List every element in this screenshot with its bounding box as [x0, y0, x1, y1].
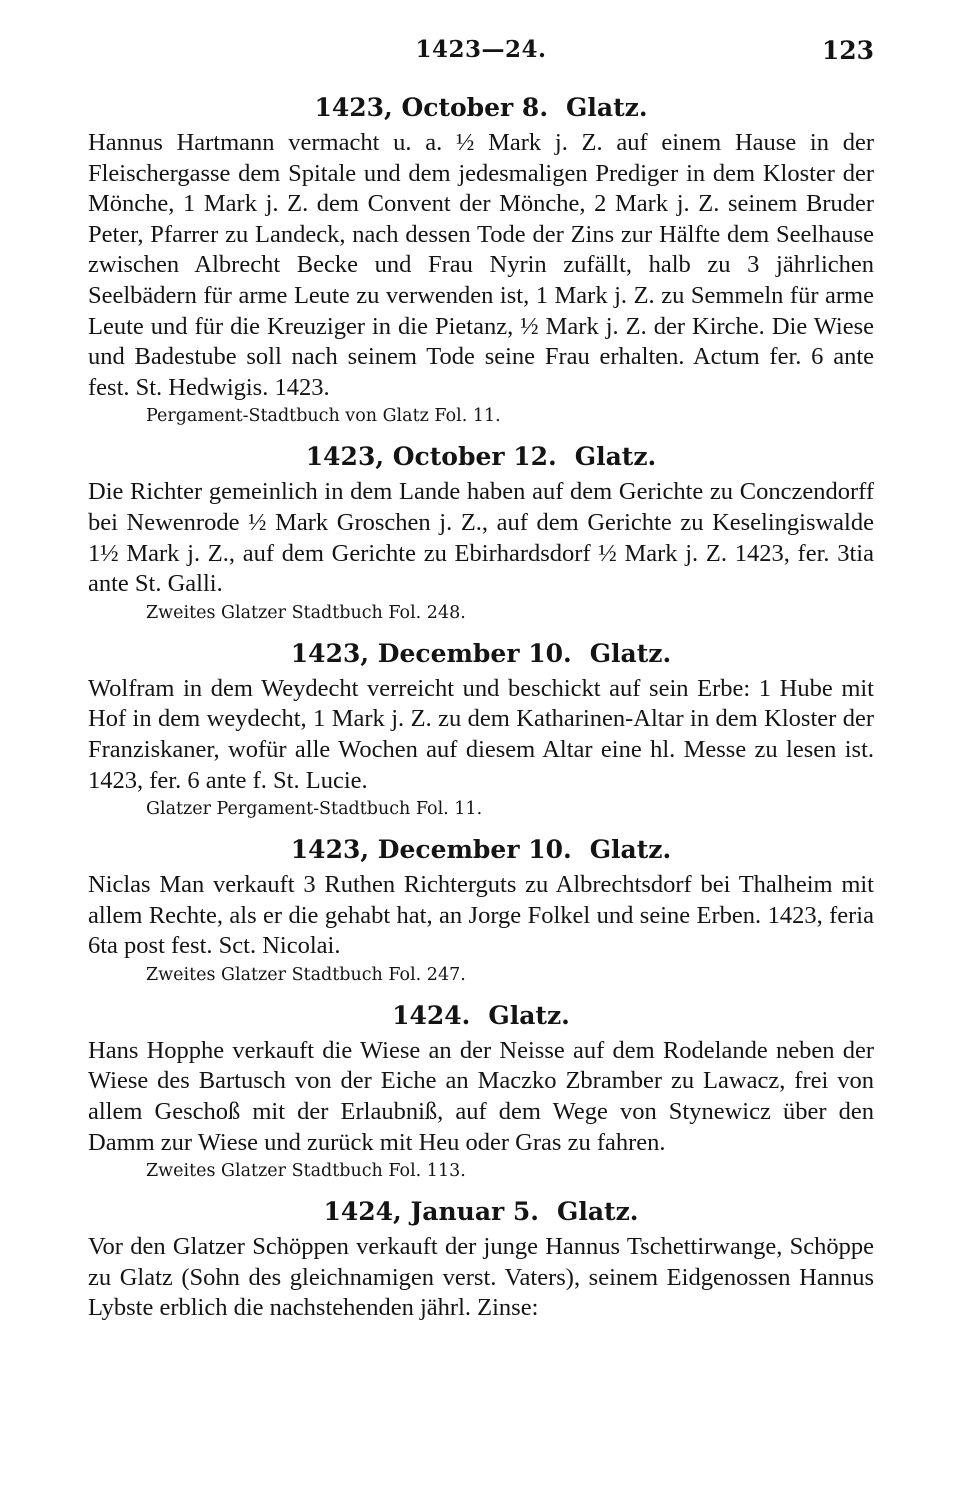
- entry-1423-october-8: [88, 92, 874, 429]
- entry-1423-december-10-b: [88, 834, 874, 988]
- entry-1423-october-12: [88, 441, 874, 625]
- entry-text: Hannus Hartmann vermacht u. a. ½ Mark j. Z. auf einem Hause in der Fleischergasse dem Spitale und dem jedesmaligen Prediger in dem Kloster der Mönche, 1 Mark j. Z. dem Convent der Mönche, 2 Mark j. Z. seinem Bruder Peter, Pfarrer zu Landeck, nach dessen Tode der Zins zur Hälfte dem Seelhause zwischen Albrecht Becke und Frau Nyrin zufällt, halb zu 3 jährlichen Seelbädern für arme Leute zu verwenden ist, 1 Mark j. Z. zu Semmeln für arme Leute und für die Kreuziger in die Pietanz, ½ Mark j. Z. der Kirche. Die Wiese und Badestube soll nach seinem Tode seine Frau erhalten. Actum fer. 6 ante fest. St. Hedwigis. 1423.: [88, 129, 874, 401]
- entry-source: Zweites Glatzer Stadtbuch Fol. 113.: [146, 1161, 466, 1182]
- entry-heading: [88, 92, 874, 124]
- entry-text: Niclas Man verkauft 3 Ruthen Richterguts zu Albrechtsdorf bei Thalheim mit allem Rechte, als er die gehabt hat, an Jorge Folkel und seine Erben. 1423, feria 6ta post fest. Sct. Nicolai.: [88, 871, 874, 960]
- entry-place: Glatz.: [488, 1000, 570, 1030]
- entry-place: Glatz.: [574, 442, 657, 472]
- entry-place: Glatz.: [589, 835, 672, 865]
- entry-text: Hans Hopphe verkauft die Wiese an der Neisse auf dem Rodelande neben der Wiese des Bartusch von der Eiche an Maczko Zbramber zu Lawacz, frei von allem Geschoß mit der Erlaubniß, auf dem Wege von Stynewicz über den Damm zur Wiese und zurück mit Heu oder Gras zu fahren.: [88, 1036, 874, 1156]
- entry-1423-december-10-a: [88, 638, 874, 822]
- entry-text: Wolfram in dem Weydecht verreicht und beschickt auf sein Erbe: 1 Hube mit Hof in dem weydecht, 1 Mark j. Z. zu dem Katharinen-Altar in dem Kloster der Franziskaner, wofür alle Wochen auf diesem Altar eine hl. Messe zu lesen ist. 1423, fer. 6 ante f. St. Lucie.: [88, 674, 874, 794]
- entry-1424: [88, 1000, 874, 1184]
- entry-source: Zweites Glatzer Stadtbuch Fol. 248.: [146, 602, 466, 623]
- entry-date: 1424, Januar 5.: [323, 1197, 540, 1227]
- entry-place: Glatz.: [557, 1197, 639, 1227]
- entry-date: 1423, December 10.: [290, 638, 572, 668]
- entry-date: 1424.: [392, 1000, 471, 1030]
- entry-source: Pergament-Stadtbuch von Glatz Fol. 11.: [146, 406, 501, 427]
- page-number: 123: [821, 36, 874, 65]
- running-head-year-range: 1423—24.: [415, 36, 547, 63]
- entry-place: Glatz.: [566, 93, 648, 122]
- entry-date: 1423, December 10.: [290, 835, 572, 865]
- entry-date: 1423, October 8.: [314, 93, 549, 122]
- entry-place: Glatz.: [589, 638, 672, 668]
- running-head: [88, 36, 874, 72]
- entry-1424-januar-5: [88, 1196, 874, 1324]
- entry-heading: [88, 638, 874, 670]
- entry-heading: [88, 1196, 874, 1228]
- entry-source: Glatzer Pergament-Stadtbuch Fol. 11.: [146, 799, 483, 820]
- entry-heading: [88, 1000, 874, 1032]
- entry-text: Vor den Glatzer Schöppen verkauft der junge Hannus Tschettirwange, Schöppe zu Glatz (Sohn des gleichnamigen verst. Vaters), seinem Eidgenossen Hannus Lybste erblich die nachstehenden jährl. Zinse:: [88, 1233, 874, 1322]
- book-page: [88, 36, 874, 1336]
- entry-date: 1423, October 12.: [305, 442, 557, 472]
- entry-heading: [88, 834, 874, 866]
- entry-text: Die Richter gemeinlich in dem Lande haben auf dem Gerichte zu Conczendorff bei Newenrode ½ Mark Groschen j. Z., auf dem Gerichte zu Keselingiswalde 1½ Mark j. Z., auf dem Gerichte zu Ebirhardsdorf ½ Mark j. Z. 1423, fer. 3tia ante St. Galli.: [88, 478, 874, 598]
- entry-heading: [88, 441, 874, 473]
- entry-source: Zweites Glatzer Stadtbuch Fol. 247.: [146, 964, 466, 985]
